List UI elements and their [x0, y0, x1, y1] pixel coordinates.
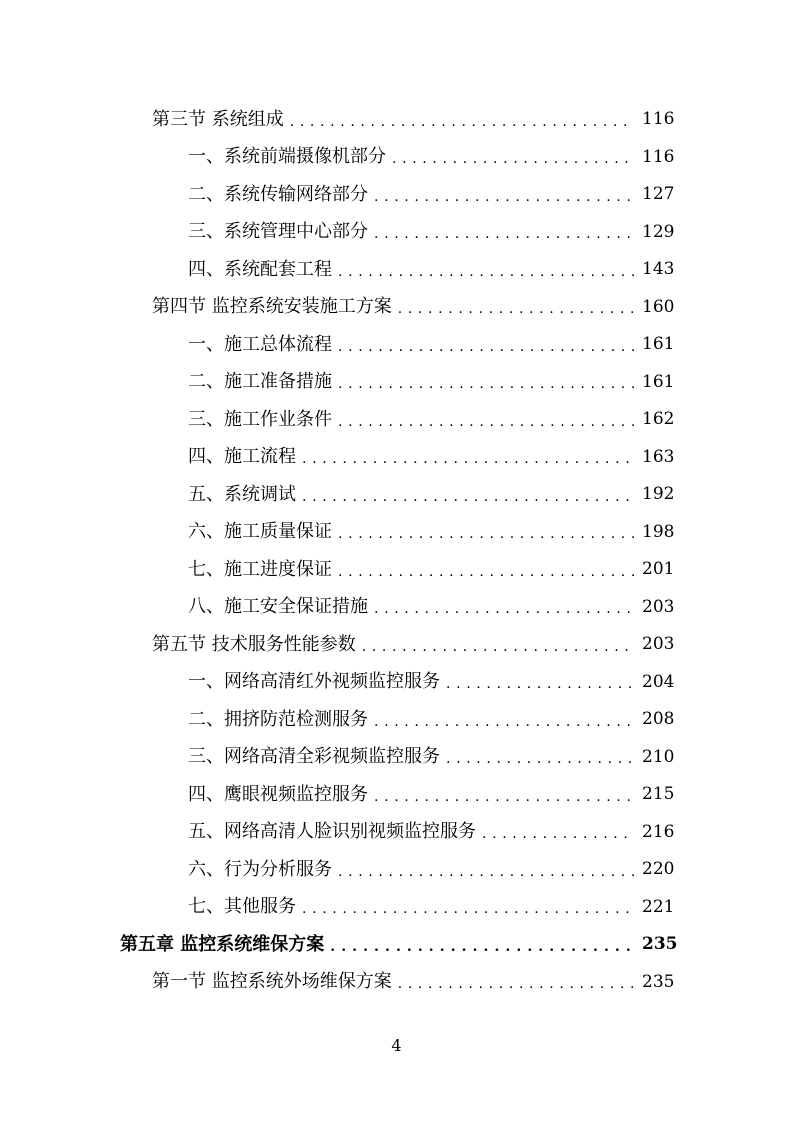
dot-leader — [374, 186, 634, 204]
toc-entry-label: 五、系统调试 — [188, 486, 302, 504]
toc-entry-label: 二、系统传输网络部分 — [188, 186, 374, 204]
toc-entry-label: 第一节 监控系统外场维保方案 — [152, 973, 398, 991]
toc-entry-page: 129 — [642, 221, 675, 242]
toc-entry-page: 210 — [642, 746, 675, 767]
toc-entry-page: 161 — [642, 371, 675, 392]
toc-entry-item[interactable] — [0, 326, 793, 364]
toc-entry-label: 一、施工总体流程 — [188, 336, 338, 354]
toc-entry-label: 一、网络高清红外视频监控服务 — [188, 673, 446, 691]
table-of-contents — [0, 101, 793, 1001]
toc-entry-label: 第四节 监控系统安装施工方案 — [152, 298, 398, 316]
toc-entry-page: 203 — [642, 634, 675, 655]
toc-entry-page: 127 — [642, 184, 675, 205]
dot-leader — [290, 111, 634, 129]
dot-leader — [374, 223, 634, 241]
toc-entry-item[interactable] — [0, 214, 793, 252]
toc-entry-section[interactable] — [0, 964, 793, 1002]
toc-entry-label: 七、其他服务 — [188, 898, 302, 916]
dot-leader — [338, 411, 634, 429]
toc-entry-label: 第五章 监控系统维保方案 — [120, 936, 330, 954]
toc-entry-item[interactable] — [0, 814, 793, 852]
toc-entry-item[interactable] — [0, 776, 793, 814]
toc-entry-label: 二、施工准备措施 — [188, 373, 338, 391]
toc-entry-page: 162 — [642, 409, 675, 430]
dot-leader — [302, 486, 634, 504]
dot-leader — [446, 673, 634, 691]
dot-leader — [338, 861, 634, 879]
dot-leader — [338, 523, 634, 541]
toc-entry-label: 八、施工安全保证措施 — [188, 598, 374, 616]
toc-entry-item[interactable] — [0, 551, 793, 589]
toc-entry-label: 五、网络高清人脸识别视频监控服务 — [188, 823, 482, 841]
toc-entry-label: 三、网络高清全彩视频监控服务 — [188, 748, 446, 766]
toc-entry-page: 208 — [642, 709, 675, 730]
dot-leader — [446, 748, 634, 766]
toc-entry-item[interactable] — [0, 476, 793, 514]
toc-entry-item[interactable] — [0, 739, 793, 777]
toc-entry-label: 七、施工进度保证 — [188, 561, 338, 579]
toc-entry-page: 198 — [642, 521, 675, 542]
toc-entry-label: 三、施工作业条件 — [188, 411, 338, 429]
toc-entry-chapter[interactable] — [0, 926, 793, 964]
toc-entry-item[interactable] — [0, 251, 793, 289]
dot-leader — [338, 373, 634, 391]
toc-entry-item[interactable] — [0, 139, 793, 177]
toc-entry-page: 216 — [642, 821, 675, 842]
toc-entry-item[interactable] — [0, 439, 793, 477]
dot-leader — [398, 973, 634, 991]
toc-entry-item[interactable] — [0, 664, 793, 702]
dot-leader — [374, 598, 634, 616]
dot-leader — [374, 786, 634, 804]
toc-entry-page: 235 — [642, 934, 678, 955]
toc-entry-label: 六、行为分析服务 — [188, 861, 338, 879]
toc-entry-label: 第三节 系统组成 — [152, 111, 290, 129]
toc-entry-label: 二、拥挤防范检测服务 — [188, 711, 374, 729]
dot-leader — [398, 298, 634, 316]
toc-entry-page: 215 — [642, 784, 675, 805]
toc-entry-page: 204 — [642, 671, 675, 692]
toc-entry-label: 三、系统管理中心部分 — [188, 223, 374, 241]
toc-entry-page: 143 — [642, 259, 675, 280]
toc-entry-label: 四、施工流程 — [188, 448, 302, 466]
toc-entry-page: 235 — [642, 971, 675, 992]
toc-entry-page: 116 — [642, 109, 675, 130]
toc-entry-item[interactable] — [0, 589, 793, 627]
toc-entry-label: 六、施工质量保证 — [188, 523, 338, 541]
toc-entry-page: 163 — [642, 446, 675, 467]
toc-entry-page: 161 — [642, 334, 675, 355]
toc-entry-page: 201 — [642, 559, 675, 580]
toc-entry-page: 192 — [642, 484, 675, 505]
toc-entry-label: 四、系统配套工程 — [188, 261, 338, 279]
toc-entry-item[interactable] — [0, 851, 793, 889]
toc-entry-item[interactable] — [0, 514, 793, 552]
dot-leader — [374, 711, 634, 729]
dot-leader — [338, 261, 634, 279]
page-number: 4 — [391, 1036, 402, 1055]
toc-entry-section[interactable] — [0, 626, 793, 664]
toc-entry-item[interactable] — [0, 176, 793, 214]
toc-entry-section[interactable] — [0, 289, 793, 327]
toc-entry-page: 203 — [642, 596, 675, 617]
dot-leader — [302, 448, 634, 466]
toc-entry-page: 116 — [642, 146, 675, 167]
dot-leader — [330, 936, 634, 954]
dot-leader — [392, 148, 634, 166]
toc-entry-label: 一、系统前端摄像机部分 — [188, 148, 392, 166]
toc-entry-page: 221 — [642, 896, 675, 917]
toc-entry-item[interactable] — [0, 401, 793, 439]
toc-entry-item[interactable] — [0, 889, 793, 927]
toc-entry-item[interactable] — [0, 364, 793, 402]
toc-entry-page: 160 — [642, 296, 675, 317]
dot-leader — [482, 823, 634, 841]
dot-leader — [362, 636, 634, 654]
toc-entry-page: 220 — [642, 859, 675, 880]
dot-leader — [302, 898, 634, 916]
dot-leader — [338, 336, 634, 354]
toc-entry-label: 第五节 技术服务性能参数 — [152, 636, 362, 654]
dot-leader — [338, 561, 634, 579]
toc-entry-section[interactable] — [0, 101, 793, 139]
toc-entry-label: 四、鹰眼视频监控服务 — [188, 786, 374, 804]
toc-entry-item[interactable] — [0, 701, 793, 739]
